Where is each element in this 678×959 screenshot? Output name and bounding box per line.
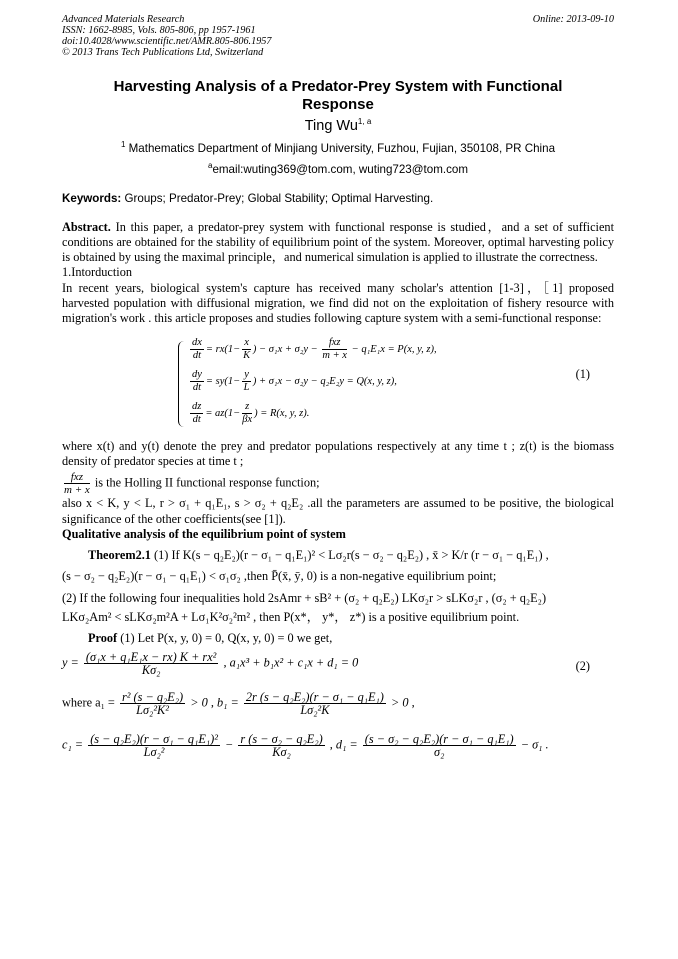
email-sup: a <box>208 160 213 170</box>
author-sup: 1, a <box>357 117 372 126</box>
equation-number-2: (2) <box>575 658 590 673</box>
eq2-lhs: y = <box>62 654 79 669</box>
b1-numerator: 2r (s − q₂E₂)(r − σ₁ − q₁E₁) <box>245 689 384 704</box>
affiliation-text: Mathematics Department of Minjiang University, Fuzhou, Fujian, 350108, PR China <box>128 141 556 155</box>
online-date: Online: 2013-09-10 <box>532 14 614 25</box>
affiliation <box>62 140 614 155</box>
para-where: where x(t) and y(t) denote the prey and predator populations respectively at any time t ; z(t) is the biomass density of predator species at time t ; <box>62 438 614 468</box>
paper-title: Harvesting Analysis of a Predator-Prey System with Functional Response <box>113 78 563 113</box>
a1-numerator: r² (s − q₂E₂) <box>121 689 184 704</box>
abstract <box>62 220 614 266</box>
equation-brace <box>178 341 185 427</box>
b1-relation: > 0 , <box>390 694 415 709</box>
keywords-text: Groups; Predator-Prey; Global Stability; Optimal Harvesting. <box>124 191 434 205</box>
section-heading-text: Qualitative analysis of the equilibrium point of system <box>62 526 346 541</box>
proof-text: (1) Let P(x, y, 0) = 0, Q(x, y, 0) = 0 we get, <box>120 631 333 646</box>
theorem <box>62 548 614 563</box>
a1-label: where a₁ = <box>62 694 115 709</box>
affiliation-sup: 1 <box>120 139 126 149</box>
eq1-term: + σ₁x − σ₂y − q₂E₂y = Q(x, y, z), <box>259 375 397 387</box>
eq2-denominator: Kσ₂ <box>141 662 161 677</box>
intro-text: In recent years, biological system's capture has received many scholar's attention [1-3]，［1] proposed harvested population with diffusional migration, we find did not on the exploitation of fishery resource with migration's work . this article proposes and studies following capture system with a semi-functional response: <box>62 280 614 326</box>
d1-label: , d₁ = <box>329 736 358 751</box>
author-line <box>62 117 614 134</box>
author-name: Ting Wu <box>304 117 358 134</box>
doi-line: doi:10.4028/www.scientific.net/AMR.805-806.1957 <box>62 36 272 47</box>
c1-label: c₁ = <box>62 736 84 751</box>
c1-denominator-2: Kσ₂ <box>272 744 291 759</box>
eq2-rhs: , a₁x³ + b₁x² + c₁x + d₁ = 0 <box>223 654 359 669</box>
d1-numerator: (s − σ₂ − q₂E₂)(r − σ₁ − q₁E₁) <box>364 731 514 746</box>
equation-2 <box>62 651 614 687</box>
d1-tail: − σ₁ . <box>520 736 549 751</box>
journal-header <box>62 14 614 58</box>
eq1-line-3: $\frac{dz}{dt}$ = az(1− $\frac{z}{\beta x}$ ) = R(x, y, z). <box>192 400 310 425</box>
para-also: also x < K, y < L, r > σ₁ + q₁E₁, s > σ₂ + q₂E₂ .all the parameters are assumed to be positive, the biological significance of the other coefficients(see [1]). <box>62 496 614 526</box>
eq2-numerator: (σ₁x + q₁E₁x − rx) K + rx² <box>85 649 217 664</box>
theorem-label: Theorem2.1 <box>88 548 151 563</box>
c1-denominator-1: Lσ₂² <box>143 744 165 759</box>
proof-label: Proof <box>88 631 118 646</box>
theorem-part2: (2) If the following four inequalities hold 2sAmr + sB² + (σ₂ + q₂E₂) LKσ₂r > sLKσ₂r , (σ₂ + q₂E₂) <box>62 590 547 605</box>
eq1-term: = R(x, y, z). <box>260 407 310 419</box>
c1-d1 <box>62 733 614 769</box>
abstract-text: In this paper, a predator-prey system with functional response is studied，and a set of sufficient conditions are obtained for the stability of equilibrium point of the system. Moreover, optimal harvesting policy is obtained by using the maximal principle，and numerical simulation is applied to illustrate the correctness. <box>62 219 614 265</box>
keywords <box>62 192 614 205</box>
para-holling <box>62 471 614 496</box>
equation-1 <box>62 337 614 431</box>
journal-name: Advanced Materials Research <box>62 14 185 25</box>
eq1-term: − q₁E₁x = P(x, y, z), <box>351 343 437 355</box>
paper-page <box>62 14 614 769</box>
b1-denominator: Lσ₂²K <box>300 702 330 717</box>
email-line <box>62 161 614 176</box>
proof <box>62 631 614 646</box>
equation-number-1: (1) <box>575 366 590 381</box>
eq1-line-1: $\frac{dx}{dt}$ = rx(1− $\frac{x}{K}$ ) − σ₁x + σ₂y − $\frac{\text{fxz}}{m + x}$ − q₁E₁x = P(x, y, z), <box>192 336 437 361</box>
where-a1-b1 <box>62 691 614 727</box>
c1-numerator-2: r (s − σ₂ − q₂E₂) <box>240 731 323 746</box>
copyright-line: © 2013 Trans Tech Publications Ltd, Switzerland <box>62 47 264 58</box>
d1-denominator: σ₂ <box>434 744 445 759</box>
abstract-label: Abstract. <box>62 219 111 234</box>
a1-relation: > 0 , b₁ = <box>190 694 239 709</box>
theorem-part1: (1) If K(s − q₂E₂)(r − σ₁ − q₁E₁)² < Lσ₂r(s − σ₂ − q₂E₂) , x̄ > K/r (r − σ₁ − q₁E₁) , <box>154 548 549 563</box>
c1-minus: − <box>225 736 234 751</box>
a1-denominator: Lσ₂²K² <box>136 702 169 717</box>
c1-numerator-1: (s − q₂E₂)(r − σ₁ − q₁E₁)² <box>90 731 218 746</box>
keywords-label: Keywords: <box>62 191 122 205</box>
eq1-term: = rx <box>205 343 225 355</box>
theorem-part1b: (s − σ₂ − q₂E₂)(r − σ₁ − q₁E₁) < σ₁σ₂ ,then P̄(x̄, ȳ, 0) is a non-negative equilibrium point; <box>62 569 497 584</box>
email-text: email:wuting369@tom.com, wuting723@tom.com <box>212 162 468 176</box>
theorem-part2b: LKσ₂Am² < sLKσ₂m²A + Lσ₁K²σ₂²m² , then P(x*， y*， z*) is a positive equilibrium point. <box>62 610 520 624</box>
eq1-term: − σ₁x + σ₂y − <box>259 343 318 355</box>
issn-line: ISSN: 1662-8985, Vols. 805-806, pp 1957-1961 <box>62 25 256 36</box>
section-heading <box>62 527 614 542</box>
holling-text: is the Holling II functional response function; <box>94 475 320 490</box>
eq1-line-2: $\frac{dy}{dt}$ = sy(1− $\frac{y}{L}$ ) + σ₁x − σ₂y − q₂E₂y = Q(x, y, z), <box>192 368 397 393</box>
holling-fraction: $\frac{\text{fxz}}{m + x}$ <box>64 471 90 497</box>
intro-heading: 1.Intorduction <box>62 265 133 280</box>
